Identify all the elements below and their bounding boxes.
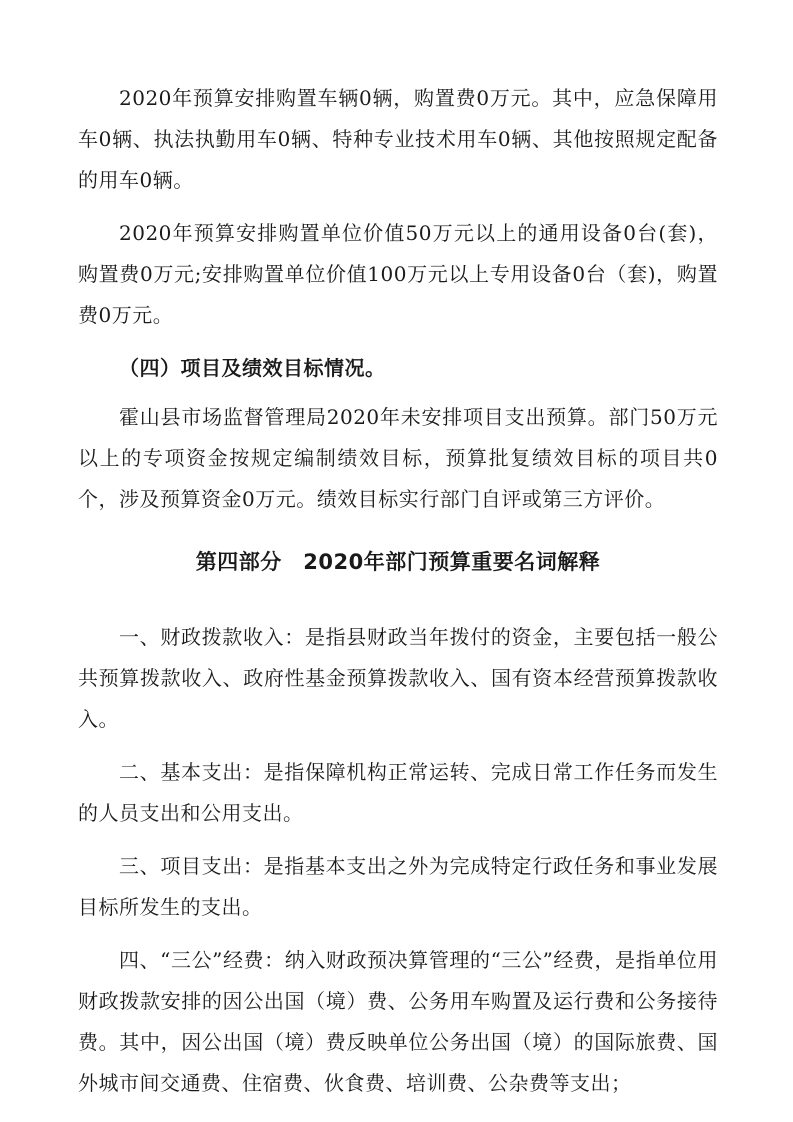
term-three-public-expenses: 四、“三公”经费：纳入财政预决算管理的“三公”经费，是指单位用财政拨款安排的因公出国（境）费、公务用车购置及运行费和公务接待费。其中，因公出国（境）费反映单位公务出国（境）的国际旅费、国外城市间交通费、住宿费、伙食费、培训费、公杂费等支出； (78, 948, 718, 1095)
project-performance-subheading: （四）项目及绩效目标情况。 (119, 356, 386, 380)
equipment-purchase-paragraph: 2020年预算安排购置单位价值50万元以上的通用设备0台(套)，购置费0万元;安排购置单位价值100万元以上专用设备0台（套)，购置费0万元。 (78, 221, 718, 327)
part-four-title: 第四部分 2020年部门预算重要名词解释 (195, 550, 601, 574)
project-performance-paragraph: 霍山县市场监督管理局2020年未安排项目支出预算。部门50万元以上的专项资金按规定编制绩效目标，预算批复绩效目标的项目共0个，涉及预算资金0万元。绩效目标实行部门自评或第三方评价。 (78, 405, 718, 511)
term-fiscal-allocation: 一、财政拨款收入：是指县财政当年拨付的资金，主要包括一般公共预算拨款收入、政府性基金预算拨款收入、国有资本经营预算拨款收入。 (78, 625, 718, 731)
document-body (78, 78, 718, 1108)
term-project-expenditure: 三、项目支出：是指基本支出之外为完成特定行政任务和事业发展目标所发生的支出。 (78, 854, 718, 919)
term-basic-expenditure: 二、基本支出：是指保障机构正常运转、完成日常工作任务而发生的人员支出和公用支出。 (78, 760, 718, 825)
vehicle-purchase-paragraph: 2020年预算安排购置车辆0辆，购置费0万元。其中，应急保障用车0辆、执法执勤用车0辆、特种专业技术用车0辆、其他按照规定配备的用车0辆。 (78, 86, 718, 192)
